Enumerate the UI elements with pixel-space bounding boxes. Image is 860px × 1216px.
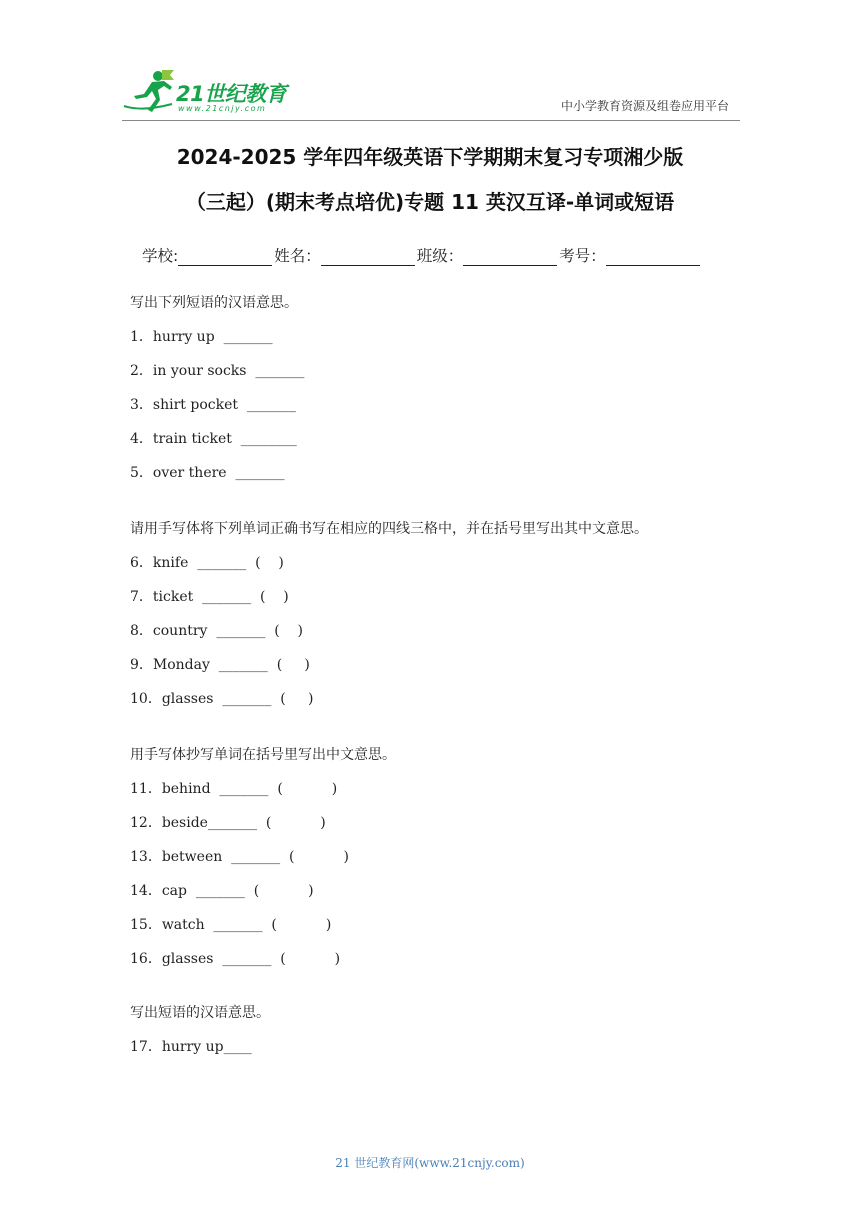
question-item: 13．between _______ ( ) xyxy=(130,849,349,865)
exam-number-field[interactable] xyxy=(606,249,700,266)
section-title: 请用手写体将下列单词正确书写在相应的四线三格中，并在括号里写出其中文意思。 xyxy=(130,521,648,537)
section-4 xyxy=(130,1002,730,1058)
section-spacer xyxy=(130,484,730,518)
class-field[interactable] xyxy=(463,249,557,266)
section-title: 写出短语的汉语意思。 xyxy=(130,1005,270,1021)
question-item: 14．cap _______ ( ) xyxy=(130,883,314,899)
section-1 xyxy=(130,292,730,484)
question-item: 8．country _______ ( ) xyxy=(130,623,303,639)
runner-icon xyxy=(122,66,182,116)
platform-tagline: 中小学教育资源及组卷应用平台 xyxy=(560,99,729,113)
logo-text: 21世纪教育 xyxy=(176,82,287,106)
page-footer[interactable]: 21 世纪教育网(www.21cnjy.com) xyxy=(335,1156,525,1170)
student-info-row xyxy=(142,244,702,266)
question-item: 6．knife _______ ( ) xyxy=(130,555,284,571)
question-item: 5．over there _______ xyxy=(130,465,285,481)
question-item: 12．beside_______ ( ) xyxy=(130,815,326,831)
page-title-line-2: （三起）(期末考点培优)专题 11 英汉互译-单词或短语 xyxy=(185,190,675,214)
school-field[interactable] xyxy=(178,249,272,266)
question-item: 16．glasses _______ ( ) xyxy=(130,951,341,967)
page-title-line-1: 2024-2025 学年四年级英语下学期期末复习专项湘少版 xyxy=(176,145,684,169)
section-2 xyxy=(130,518,730,710)
page-header xyxy=(0,0,860,125)
question-item: 11．behind _______ ( ) xyxy=(130,781,338,797)
section-title: 写出下列短语的汉语意思。 xyxy=(130,295,298,311)
name-label: 姓名： xyxy=(274,247,321,265)
question-item: 17．hurry up____ xyxy=(130,1039,252,1055)
site-logo[interactable] xyxy=(122,66,292,116)
section-spacer xyxy=(130,970,730,1002)
section-3 xyxy=(130,744,730,970)
school-label: 学校: xyxy=(142,247,179,265)
question-item: 4．train ticket ________ xyxy=(130,431,297,447)
exam-number-label: 考号： xyxy=(559,247,606,265)
question-content xyxy=(130,292,730,1058)
section-title: 用手写体抄写单词在括号里写出中文意思。 xyxy=(130,747,396,763)
question-item: 15．watch _______ ( ) xyxy=(130,917,332,933)
logo-url: www.21cnjy.com xyxy=(178,104,267,113)
class-label: 班级： xyxy=(416,247,464,265)
question-item: 10．glasses _______ ( ) xyxy=(130,691,314,707)
header-divider xyxy=(122,120,740,121)
question-item: 9．Monday _______ ( ) xyxy=(130,657,310,673)
section-spacer xyxy=(130,710,730,744)
question-item: 7．ticket _______ ( ) xyxy=(130,589,289,605)
question-item: 1．hurry up _______ xyxy=(130,329,273,345)
question-item: 3．shirt pocket _______ xyxy=(130,397,296,413)
name-field[interactable] xyxy=(321,249,415,266)
question-item: 2．in your socks _______ xyxy=(130,363,305,379)
